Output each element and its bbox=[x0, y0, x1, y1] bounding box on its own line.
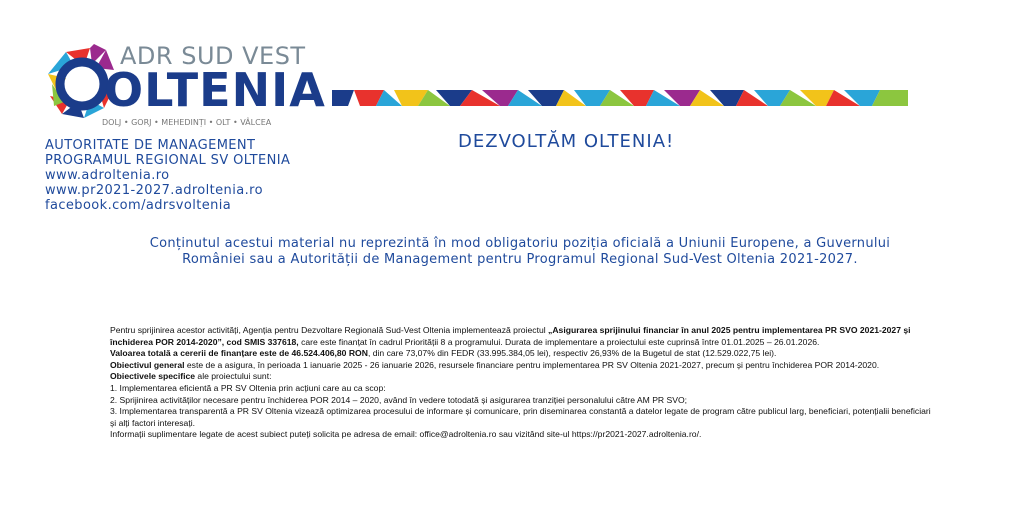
paragraph-project-intro: Pentru sprijinirea acestor activități, Agenția pentru Dezvoltare Regională Sud-Vest Oltenia implementează proiectul bbox=[110, 325, 549, 335]
project-title: „Asigurarea sprijinului financiar în anul 2025 pentru implementarea PR SVO 2021-2027 și închiderea POR 2014-2020”, cod SMIS 337618, bbox=[110, 325, 911, 347]
objective-item-3: 3. Implementarea transparentă a PR SV Oltenia vizează optimizarea procesului de informare și comunicare, prin diseminarea constantă a datelor legate de program către publicul larg, beneficiari, potențialii beneficiari și alți factori interesați. bbox=[110, 406, 931, 428]
value-breakdown: , din care 73,07% din FEDR (33.995.384,05 lei), respectiv 26,93% de la Bugetul de stat (12.529.022,75 lei). bbox=[367, 348, 777, 359]
paragraph-value bbox=[110, 348, 932, 360]
specific-objectives-label: Obiectivele specifice bbox=[110, 371, 196, 382]
objective-item-1: 1. Implementarea eficientă a PR SV Oltenia prin acțiuni care au ca scop: bbox=[110, 382, 386, 393]
adr-logo bbox=[44, 42, 326, 132]
disclaimer bbox=[90, 236, 950, 268]
paragraph-contact: Informații suplimentare legate de acest subiect puteți solicita pe adresa de email: office@adroltenia.ro sau vizitând site-ul https://pr2021-2027.adroltenia.ro/. bbox=[110, 429, 702, 440]
logo-counties-text: DOLJ • GORJ • MEHEDINȚI • OLT • VÂLCEA bbox=[102, 118, 272, 127]
management-title-line2: PROGRAMUL REGIONAL SV OLTENIA bbox=[45, 153, 291, 168]
slogan: DEZVOLTĂM OLTENIA! bbox=[458, 131, 675, 152]
facebook-link[interactable]: facebook.com/adrsvoltenia bbox=[45, 198, 232, 213]
paragraph-project bbox=[110, 325, 932, 348]
specific-objectives-intro: ale proiectului sunt: bbox=[195, 371, 272, 382]
logo-main-text: OLTENIA bbox=[104, 63, 326, 117]
management-title-line1: AUTORITATE DE MANAGEMENT bbox=[45, 138, 256, 153]
logo-top-text: ADR SUD VEST bbox=[120, 42, 306, 70]
paragraph-project-duration: care este finanțat în cadrul Priorității 8 a programului. Durata de implementare a proiectului este cuprinsă între 01.01.2025 – 26.01.2026. bbox=[298, 336, 820, 347]
paragraph-general-objective bbox=[110, 360, 932, 372]
disclaimer-line1: Conținutul acestui material nu reprezintă în mod obligatoriu poziția oficială a Uniunii Europene, a Guvernului bbox=[149, 236, 891, 251]
decorative-stripe bbox=[332, 86, 908, 108]
program-website-link[interactable]: www.pr2021-2027.adroltenia.ro bbox=[45, 183, 263, 198]
objective-item-2: 2. Sprijinirea activităților necesare pentru închiderea POR 2014 – 2020, având în vedere totodată și asigurarea tranziției personalului către AM PR SVO; bbox=[110, 394, 688, 405]
disclaimer-line2: României sau a Autorității de Management pentru Programul Regional Sud-Vest Oltenia 2021-2027. bbox=[182, 252, 858, 267]
general-objective-label: Obiectivul general bbox=[110, 359, 185, 370]
paragraph-specific-objectives bbox=[110, 371, 932, 383]
management-block bbox=[45, 138, 290, 213]
general-objective-text: este de a asigura, în perioada 1 ianuarie 2025 - 26 ianuarie 2026, resursele financiare pentru implementarea PR SV Oltenia 2021-2027, precum și pentru închiderea POR 2014-2020. bbox=[184, 359, 880, 370]
total-value: Valoarea totală a cererii de finanțare este de 46.524.406,80 RON bbox=[110, 348, 368, 359]
website-link[interactable]: www.adroltenia.ro bbox=[45, 168, 170, 183]
project-description bbox=[110, 325, 932, 441]
